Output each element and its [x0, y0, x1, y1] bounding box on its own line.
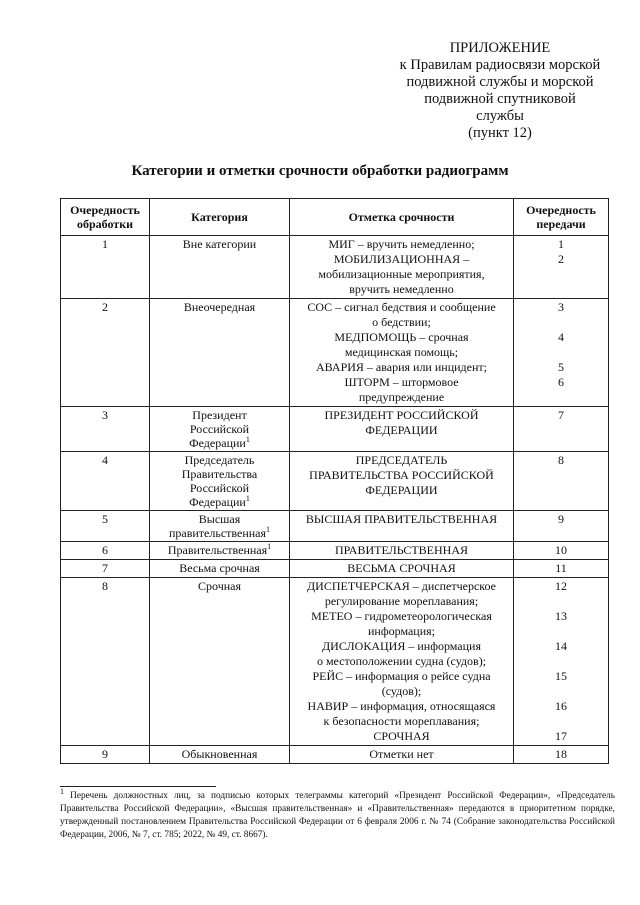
cell-category — [150, 511, 290, 542]
mark-line: ПРЕЗИДЕНТ РОССИЙСКОЙ — [324, 408, 479, 422]
transmit-number: 11 — [555, 561, 567, 575]
category-text: Федерации — [189, 436, 246, 450]
mark-line: регулирование мореплавания; — [324, 594, 479, 608]
mark-line: ВЕСЬМА СРОЧНАЯ — [347, 561, 456, 575]
category-text: Президент — [192, 408, 247, 422]
mark-line: СРОЧНАЯ — [373, 729, 430, 743]
mark-line: о местоположении судна (судов); — [316, 654, 487, 668]
mark-line: МЕДПОМОЩЬ – срочная — [334, 330, 469, 344]
category-line — [153, 408, 286, 422]
transmit-number: 14 — [555, 639, 567, 653]
mark-line: РЕЙС – информация о рейсе судна — [312, 669, 491, 683]
cell-category — [150, 299, 290, 407]
category-text: Правительственная — [167, 543, 268, 557]
table-row — [61, 511, 609, 542]
category-line — [153, 436, 286, 450]
cell-mark — [290, 236, 514, 299]
transmit-number — [517, 654, 605, 669]
cell-category — [150, 746, 290, 764]
header-transmit — [514, 199, 609, 236]
header-transmit-line: Очередность — [526, 203, 596, 217]
footnote-marker: 1 — [60, 786, 64, 796]
category-text: правительственная — [168, 526, 267, 540]
cell-order: 5 — [61, 511, 150, 542]
transmit-number — [517, 315, 605, 330]
transmit-number: 1 — [558, 237, 564, 251]
document-title: Категории и отметки срочности обработки радиограмм — [131, 163, 509, 179]
table-row — [61, 299, 609, 407]
category-text: Обыкновенная — [181, 747, 258, 761]
transmit-number: 13 — [555, 609, 567, 623]
transmit-number: 15 — [555, 669, 567, 683]
category-line — [153, 579, 286, 593]
cell-order: 9 — [61, 746, 150, 764]
footnote — [60, 786, 615, 842]
cell-mark — [290, 511, 514, 542]
table-row — [61, 452, 609, 511]
header-transmit-line: передачи — [536, 217, 586, 231]
transmit-number: 16 — [555, 699, 567, 713]
cell-mark — [290, 452, 514, 511]
transmit-number — [517, 594, 605, 609]
cell-mark — [290, 299, 514, 407]
mark-line: ПРАВИТЕЛЬСТВА РОССИЙСКОЙ — [309, 468, 494, 482]
category-line — [153, 512, 286, 526]
mark-line: Отметки нет — [369, 747, 434, 761]
category-line — [153, 467, 286, 481]
cell-category — [150, 236, 290, 299]
header-line: ПРИЛОЖЕНИЕ — [449, 40, 551, 56]
transmit-number: 5 — [558, 360, 564, 374]
header-order-line: обработки — [76, 217, 134, 231]
mark-line: АВАРИЯ – авария или инцидент; — [316, 360, 487, 374]
category-text: Весьма срочная — [179, 561, 260, 575]
mark-line: ФЕДЕРАЦИИ — [365, 423, 438, 437]
category-line — [153, 422, 286, 436]
header-line: службы — [476, 108, 524, 124]
footnote-ref: 1 — [245, 494, 250, 503]
mark-line: ШТОРМ – штормовое — [344, 375, 459, 389]
cell-mark — [290, 746, 514, 764]
table-header-row — [61, 199, 609, 236]
transmit-number: 9 — [558, 512, 564, 526]
cell-transmit — [514, 299, 609, 407]
category-text: Правительства — [181, 467, 258, 481]
transmit-number: 3 — [558, 300, 564, 314]
table-row — [61, 578, 609, 746]
mark-line: ПРАВИТЕЛЬСТВЕННАЯ — [334, 543, 469, 557]
mark-line: предупреждение — [358, 390, 445, 404]
category-line — [153, 495, 286, 509]
cell-category — [150, 578, 290, 746]
cell-transmit — [514, 236, 609, 299]
cell-order: 8 — [61, 578, 150, 746]
table-row — [61, 746, 609, 764]
mark-line: ФЕДЕРАЦИИ — [365, 483, 438, 497]
appendix-header — [380, 40, 620, 142]
category-text: Российской — [189, 422, 250, 436]
category-line — [153, 526, 286, 540]
cell-order: 4 — [61, 452, 150, 511]
category-line — [153, 300, 286, 314]
mark-line: мобилизационные мероприятия, — [318, 267, 485, 281]
cell-category — [150, 407, 290, 452]
cell-transmit — [514, 542, 609, 560]
category-line — [153, 237, 286, 251]
cell-order: 3 — [61, 407, 150, 452]
header-line: подвижной спутниковой — [424, 91, 576, 107]
table-row — [61, 236, 609, 299]
table-row — [61, 542, 609, 560]
mark-line: СОС – сигнал бедствия и сообщение — [307, 300, 496, 314]
category-line — [153, 747, 286, 761]
category-line — [153, 543, 286, 557]
cell-order: 7 — [61, 560, 150, 578]
table-row — [61, 560, 609, 578]
mark-line: ВЫСШАЯ ПРАВИТЕЛЬСТВЕННАЯ — [305, 512, 498, 526]
cell-transmit — [514, 407, 609, 452]
mark-line: вручить немедленно — [349, 282, 454, 296]
transmit-number — [517, 345, 605, 360]
mark-line: ДИСЛОКАЦИЯ – информация — [321, 639, 481, 653]
mark-line: МЕТЕО – гидрометеорологическая — [311, 609, 492, 623]
transmit-number — [517, 624, 605, 639]
mark-line: НАВИР – информация, относящаяся — [307, 699, 496, 713]
cell-category — [150, 542, 290, 560]
category-text: Председатель — [184, 453, 255, 467]
table-row — [61, 407, 609, 452]
transmit-number: 8 — [558, 453, 564, 467]
category-text: Высшая — [198, 512, 241, 526]
cell-transmit — [514, 452, 609, 511]
cell-transmit — [514, 746, 609, 764]
cell-order: 2 — [61, 299, 150, 407]
cell-order: 6 — [61, 542, 150, 560]
transmit-number — [517, 714, 605, 729]
cell-transmit — [514, 578, 609, 746]
category-line — [153, 481, 286, 495]
header-line: к Правилам радиосвязи морской — [399, 57, 601, 73]
mark-line: к безопасности мореплавания; — [323, 714, 480, 728]
category-text: Вне категории — [182, 237, 257, 251]
mark-line: (судов); — [381, 684, 422, 698]
transmit-number: 18 — [555, 747, 567, 761]
footnote-ref: 1 — [267, 542, 272, 551]
cell-mark — [290, 407, 514, 452]
category-text: Срочная — [198, 579, 241, 593]
cell-transmit — [514, 560, 609, 578]
cell-mark — [290, 560, 514, 578]
mark-line: медицинская помощь; — [344, 345, 459, 359]
mark-line: ПРЕДСЕДАТЕЛЬ — [355, 453, 448, 467]
mark-line: информация; — [368, 624, 435, 638]
transmit-number: 2 — [558, 252, 564, 266]
category-text: Федерации — [189, 495, 246, 509]
cell-mark — [290, 578, 514, 746]
header-order — [61, 199, 150, 236]
transmit-number: 6 — [558, 375, 564, 389]
mark-line: ДИСПЕТЧЕРСКАЯ – диспетчерское — [306, 579, 497, 593]
header-line: подвижной службы и морской — [406, 74, 594, 90]
footnote-rule — [60, 786, 216, 787]
mark-line: о бедствии; — [372, 315, 431, 329]
mark-line: МОБИЛИЗАЦИОННАЯ – — [333, 252, 470, 266]
mark-line: МИГ – вручить немедленно; — [328, 237, 475, 251]
category-line — [153, 453, 286, 467]
cell-category — [150, 452, 290, 511]
cell-transmit — [514, 511, 609, 542]
transmit-number: 7 — [558, 408, 564, 422]
header-line: (пункт 12) — [468, 125, 532, 141]
transmit-number: 17 — [555, 729, 567, 743]
cell-order: 1 — [61, 236, 150, 299]
category-text: Российской — [189, 481, 250, 495]
transmit-number: 12 — [555, 579, 567, 593]
header-order-line: Очередность — [70, 203, 140, 217]
cell-mark — [290, 542, 514, 560]
transmit-number: 10 — [555, 543, 567, 557]
header-mark: Отметка срочности — [290, 199, 514, 236]
category-line — [153, 561, 286, 575]
footnote-ref: 1 — [245, 435, 250, 444]
header-category: Категория — [150, 199, 290, 236]
footnote-text: Перечень должностных лиц, за подписью которых телеграммы категорий «Президент Российской Федерации», «Председатель Правительства Российской Федерации», «Высшая правительственная» и «Правительственная» передаются в приоритетном порядке, утвержденный постановлением Правительства Российской Федерации от 6 февраля 2006 г. № 74 (Собрание законодательства Российской Федерации, 2006, № 7, ст. 785; 2022, № 49, ст. 8667). — [60, 791, 615, 840]
transmit-number — [517, 684, 605, 699]
transmit-number: 4 — [558, 330, 564, 344]
categories-table — [60, 198, 609, 764]
cell-category — [150, 560, 290, 578]
category-text: Внеочередная — [183, 300, 256, 314]
footnote-ref: 1 — [266, 525, 271, 534]
